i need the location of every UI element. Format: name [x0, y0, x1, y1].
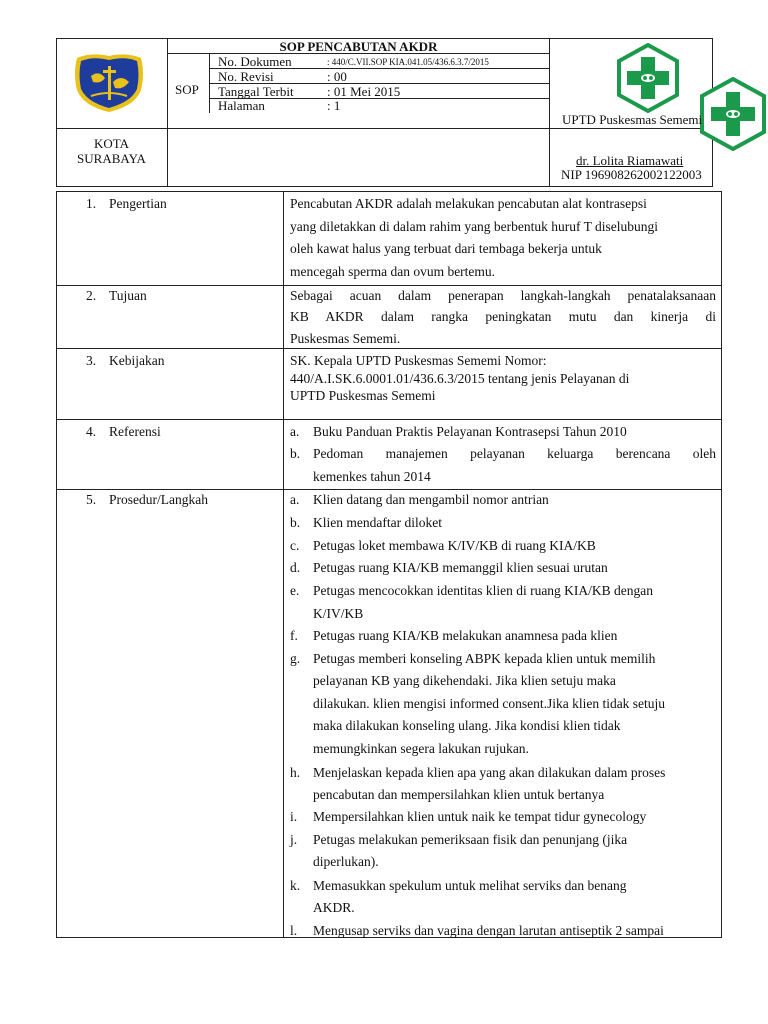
surabaya-crest-logo: [71, 52, 147, 114]
list-item: Petugas mencocokkan identitas klien di ruang KIA/KB dengan: [313, 583, 654, 598]
signatory-nip: NIP 196908262002122003: [561, 167, 702, 182]
field-label-no-dokumen: No. Dokumen: [218, 54, 292, 69]
list-item: Petugas ruang KIA/KB melakukan anamnesa pada klien: [313, 628, 618, 643]
section-title-kebijakan: Kebijakan: [109, 353, 165, 368]
section-title-prosedur: Prosedur/Langkah: [109, 492, 208, 507]
list-marker: i.: [290, 809, 298, 824]
list-item: memungkinkan segera lakukan rujukan.: [313, 741, 529, 756]
list-marker: a.: [290, 492, 300, 507]
list-item: AKDR.: [313, 900, 355, 915]
list-item: Petugas melakukan pemeriksaan fisik dan penunjang (jika: [313, 832, 628, 847]
list-item: Memasukkan spekulum untuk melihat serviks dan benang: [313, 878, 627, 893]
field-value-no-revisi: : 00: [327, 69, 347, 84]
list-marker: a.: [290, 424, 300, 439]
field-value-halaman: : 1: [327, 98, 341, 113]
section-number: 5.: [86, 492, 97, 507]
text-line: mencegah sperma dan ovum bertemu.: [290, 264, 496, 279]
list-marker: c.: [290, 538, 300, 553]
list-marker: d.: [290, 560, 301, 575]
list-item: Petugas loket membawa K/IV/KB di ruang KIA/KB: [313, 538, 596, 553]
list-item: pelayanan KB yang dikehendaki. Jika klien setuju maka: [313, 673, 616, 688]
list-item: kemenkes tahun 2014: [313, 469, 431, 484]
list-item: maka dilakukan konseling ulang. Jika kondisi klien tidak: [313, 718, 621, 733]
section-number: 4.: [86, 424, 97, 439]
section-number: 3.: [86, 353, 97, 368]
text-line: KB AKDR dalam rangka peningkatan mutu dan kinerja di: [290, 309, 716, 324]
text-line: Puskesmas Sememi.: [290, 331, 401, 346]
list-marker: f.: [290, 628, 298, 643]
city-line-2: SURABAYA: [77, 151, 146, 166]
list-item: Menjelaskan kepada klien apa yang akan dilakukan dalam proses: [313, 765, 666, 780]
list-marker: e.: [290, 583, 300, 598]
list-marker: k.: [290, 878, 301, 893]
section-number: 1.: [86, 196, 97, 211]
field-label-tanggal-terbit: Tanggal Terbit: [218, 84, 294, 99]
text-line: oleh kawat halus yang terbuat dari tembaga bekerja untuk: [290, 241, 602, 256]
text-line: Sebagai acuan dalam penerapan langkah-langkah penatalaksanaan: [290, 288, 716, 303]
list-marker: l.: [290, 923, 298, 938]
list-marker: j.: [290, 832, 298, 847]
list-marker: b.: [290, 446, 301, 461]
text-line: UPTD Puskesmas Sememi: [290, 388, 436, 403]
list-item: Pedoman manajemen pelayanan keluarga berencana oleh: [313, 446, 716, 461]
list-item: dilakukan. klien mengisi informed consent.Jika klien tidak setuju: [313, 696, 666, 711]
section-title-tujuan: Tujuan: [109, 288, 147, 303]
list-item: Petugas ruang KIA/KB memanggil klien sesuai urutan: [313, 560, 608, 575]
field-label-halaman: Halaman: [218, 98, 265, 113]
field-value-tanggal-terbit: : 01 Mei 2015: [327, 84, 401, 99]
puskesmas-logo-overlay: [698, 77, 768, 151]
field-value-no-dokumen: : 440/C.VII.SOP KIA.041.05/436.6.3.7/2015: [327, 57, 489, 67]
section-number: 2.: [86, 288, 97, 303]
list-item: Petugas memberi konseling ABPK kepada klien untuk memilih: [313, 651, 656, 666]
list-marker: b.: [290, 515, 301, 530]
facility-name: UPTD Puskesmas Sememi: [562, 112, 703, 127]
list-item: diperlukan).: [313, 854, 379, 869]
list-item: Klien datang dan mengambil nomor antrian: [313, 492, 549, 507]
list-marker: h.: [290, 765, 301, 780]
list-item: pencabutan dan mempersilahkan klien untuk bertanya: [313, 787, 605, 802]
field-label-no-revisi: No. Revisi: [218, 69, 274, 84]
list-item: K/IV/KB: [313, 606, 364, 621]
list-item: Buku Panduan Praktis Pelayanan Kontrasepsi Tahun 2010: [313, 424, 627, 439]
list-item: Mempersilahkan klien untuk naik ke tempat tidur gynecology: [313, 809, 647, 824]
list-item: Klien mendaftar diloket: [313, 515, 442, 530]
text-line: Pencabutan AKDR adalah melakukan pencabutan alat kontrasepsi: [290, 196, 647, 211]
sop-label: SOP: [175, 82, 199, 97]
text-line: yang diletakkan di dalam rahim yang berbentuk huruf T diselubungi: [290, 219, 659, 234]
text-line: 440/A.I.SK.6.0001.01/436.6.3/2015 tentang jenis Pelayanan di: [290, 371, 630, 386]
section-title-referensi: Referensi: [109, 424, 161, 439]
city-line-1: KOTA: [93, 136, 130, 151]
signatory-name: dr. Lolita Riamawati: [576, 153, 684, 168]
text-line: SK. Kepala UPTD Puskesmas Sememi Nomor:: [290, 353, 547, 368]
list-marker: g.: [290, 651, 301, 666]
section-title-pengertian: Pengertian: [109, 196, 167, 211]
list-item: Mengusap serviks dan vagina dengan larutan antiseptik 2 sampai: [313, 923, 664, 938]
document-title: SOP PENCABUTAN AKDR: [279, 39, 438, 54]
puskesmas-logo: [613, 43, 683, 113]
